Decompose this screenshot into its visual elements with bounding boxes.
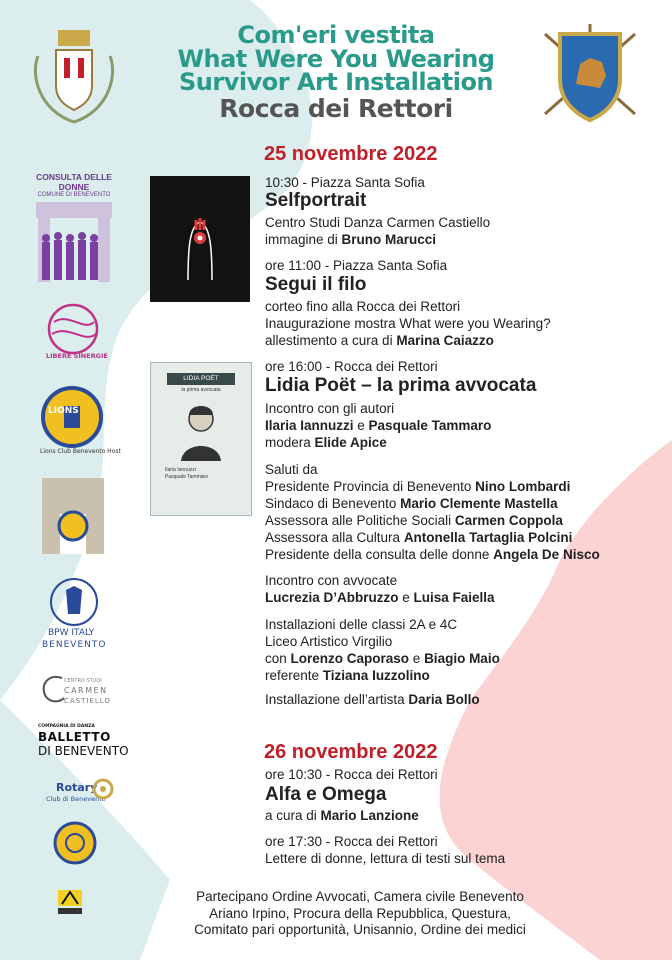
ev2-credit: allestimento a cura di Marina Caiazzo	[265, 333, 494, 348]
selfportrait-figure-icon	[150, 176, 250, 302]
saluti-row: Presidente Provincia di Benevento Nino Lombardi	[265, 479, 571, 494]
installazioni-line-2: Liceo Artistico Virgilio	[265, 634, 393, 649]
lions-club-label: Lions Club Benevento Host	[40, 448, 121, 455]
consulta-title: CONSULTA DELLE DONNE	[36, 172, 112, 192]
ev3-desc: Incontro con gli autori	[265, 401, 395, 416]
rotary-label-1: Rotary	[56, 781, 98, 794]
ev2-time: ore 11:00 - Piazza Santa Sofia	[265, 258, 448, 273]
footer-line-3: Comitato pari opportunità, Unisannio, Ordine dei medici	[194, 922, 526, 937]
lidia-portrait-icon	[175, 397, 227, 461]
consulta-subtitle: COMUNE DI BENEVENTO	[37, 192, 111, 198]
artista-line: Installazione dell’artista Daria Bollo	[265, 692, 480, 707]
day2-ev1-credit: a cura di Mario Lanzione	[265, 808, 419, 823]
bpw-label-2: BENEVENTO	[42, 640, 107, 650]
ev1-credit: immagine di Bruno Marucci	[265, 232, 437, 247]
book-author-2: Pasquale Tammaro	[165, 474, 208, 480]
book-author-1: Ilaria Iannuzzi	[165, 467, 196, 473]
lions-logo-icon	[38, 386, 106, 448]
bpw-italy-icon	[48, 576, 100, 628]
bpw-label-1: BPW ITALY	[48, 628, 95, 638]
women-silhouettes-icon	[24, 198, 124, 286]
balletto-label-2: DI BENEVENTO	[38, 744, 129, 758]
saluti-row: Presidente della consulta delle donne Angela De Nisco	[265, 547, 600, 562]
installazioni-students: con Lorenzo Caporaso e Biagio Maio	[265, 651, 500, 666]
balletto-label-1: BALLETTO	[38, 730, 111, 744]
title-line-1: Com'eri vestita	[237, 21, 435, 49]
saluti-row: Assessora alla Cultura Antonella Tartaglia Polcini	[265, 530, 573, 545]
installazioni-line-1: Installazioni delle classi 2A e 4C	[265, 617, 458, 632]
avvocate-heading: Incontro con avvocate	[265, 573, 398, 588]
day2-date: 26 novembre 2022	[264, 741, 438, 763]
ev3-moderator: modera Elide Apice	[265, 435, 387, 450]
ev2-title: Segui il filo	[265, 274, 367, 295]
venue-title: Rocca dei Rettori	[219, 94, 453, 123]
title-line-2: What Were You Wearing	[177, 45, 495, 73]
association-logo-icon	[56, 888, 84, 918]
ev3-authors: Ilaria Iannuzzi e Pasquale Tammaro	[265, 418, 492, 433]
lions-arch-logo-icon	[38, 474, 108, 556]
saluti-row: Assessora alle Politiche Sociali Carmen Coppola	[265, 513, 563, 528]
carmen-label-1: CARMEN	[64, 686, 108, 695]
ev3-time: ore 16:00 - Rocca dei Rettori	[265, 359, 438, 374]
saluti-heading: Saluti da	[265, 462, 318, 477]
rotary-label-2: Club di Benevento	[46, 795, 106, 803]
ev1-time: 10:30 - Piazza Santa Sofia	[265, 175, 425, 190]
book-subtitle: la prima avvocata	[181, 387, 221, 393]
lions-word: LIONS	[48, 406, 79, 416]
avvocate-names: Lucrezia D’Abbruzzo e Luisa Faiella	[265, 590, 495, 605]
selfportrait-cover	[150, 176, 250, 302]
balletto-small: COMPAGNIA DI DANZA	[38, 724, 95, 729]
footer-line-1: Partecipano Ordine Avvocati, Camera civile Benevento	[196, 889, 524, 904]
footer-line-2: Ariano Irpino, Procura della Repubblica, Questura,	[209, 906, 511, 921]
ev1-desc: Centro Studi Danza Carmen Castiello	[265, 215, 491, 230]
day1-date: 25 novembre 2022	[264, 143, 438, 165]
title-line-3: Survivor Art Installation	[178, 68, 494, 96]
carmen-label-2: CASTIELLO	[64, 697, 111, 705]
day2-ev2-time: ore 17:30 - Rocca dei Rettori	[265, 834, 438, 849]
day2-ev2-desc: Lettere di donne, lettura di testi sul tema	[265, 851, 506, 866]
installazioni-referente: referente Tiziana Iuzzolino	[265, 668, 430, 683]
book-title: LIDIA POËT	[167, 373, 235, 385]
libere-sinergie-label: LIBERE SINERGIE	[46, 352, 108, 360]
lidia-poet-book-cover	[150, 362, 252, 516]
carmen-small: CENTRO STUDI	[64, 678, 102, 684]
ev2-desc-1: corteo fino alla Rocca dei Rettori	[265, 299, 461, 314]
rotary-club-icon	[52, 820, 98, 866]
day2-ev1-time: ore 10:30 - Rocca dei Rettori	[265, 767, 438, 782]
ev2-desc-2: Inaugurazione mostra What were you Wearing?	[265, 316, 551, 331]
ev1-title: Selfportrait	[265, 190, 367, 211]
rotary-wheel-icon	[92, 778, 114, 800]
ev3-title: Lidia Poët – la prima avvocata	[265, 375, 537, 396]
consulta-donne-logo	[24, 172, 124, 284]
saluti-row: Sindaco di Benevento Mario Clemente Mastella	[265, 496, 558, 511]
day2-ev1-title: Alfa e Omega	[265, 784, 387, 805]
